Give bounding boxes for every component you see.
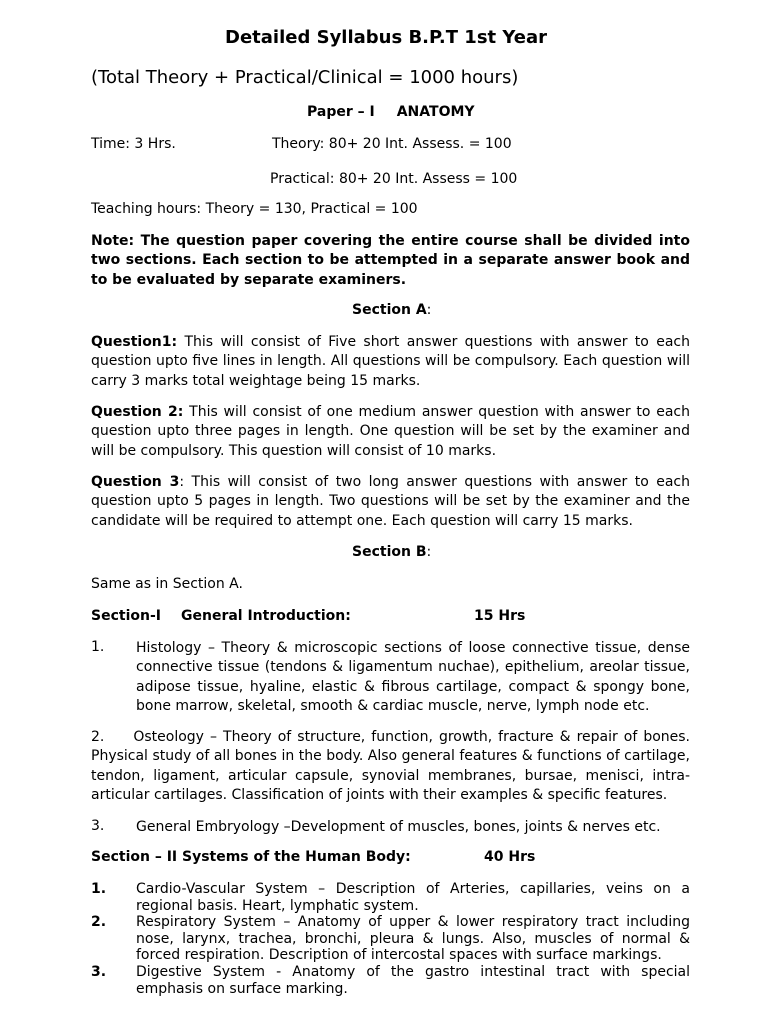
item-number: 1.: [91, 881, 107, 897]
paper-heading: [307, 104, 475, 120]
item-number: 1.: [91, 639, 105, 655]
question-3: [91, 473, 690, 531]
question-text: : This will consist of two long answer questions with answer to each question upto 5 pages in length. Two questions will be set by the examiner and the candidate will be required to attempt one. Each question will carry 15 marks.: [91, 474, 690, 529]
paper-subject: ANATOMY: [396, 104, 475, 120]
section-a-heading: [352, 302, 431, 318]
section-b-colon: :: [426, 544, 432, 560]
question-text: This will consist of Five short answer questions with answer to each question upto five lines in length. All questions will be compulsory. Each question will carry 3 marks total weightage being 15 marks.: [91, 334, 690, 389]
question-1: [91, 333, 690, 391]
same-as-note: Same as in Section A.: [91, 576, 243, 592]
exam-time: Time: 3 Hrs.: [91, 136, 176, 152]
item-text: Digestive System - Anatomy of the gastro intestinal tract with special emphasis on surface marking.: [136, 964, 690, 997]
question-2: [91, 403, 690, 461]
document-subtitle: (Total Theory + Practical/Clinical = 1000 hours): [91, 67, 519, 88]
item-number: 3.: [91, 818, 105, 834]
question-label: Question1:: [91, 334, 178, 350]
question-label: Question 3: [91, 474, 180, 490]
item-text: Cardio-Vascular System – Description of Arteries, capillaries, veins on a regional basis. Heart, lymphatic system.: [136, 881, 690, 914]
item-text: Respiratory System – Anatomy of upper & lower respiratory tract including nose, larynx, trachea, bronchi, pleura & lungs. Also, muscles of normal & forced respiration. Description of intercostal spaces with surface markings.: [136, 914, 690, 964]
theory-marks: Theory: 80+ 20 Int. Assess. = 100: [272, 136, 512, 152]
paper-label: Paper – I: [307, 104, 375, 120]
exam-note: Note: The question paper covering the entire course shall be divided into two sections. Each section to be attempted in a separate answer book and to be evaluated by separate examiners.: [91, 233, 690, 288]
section-1-item: [91, 728, 690, 805]
teaching-hours: Teaching hours: Theory = 130, Practical = 100: [91, 201, 418, 217]
practical-marks: Practical: 80+ 20 Int. Assess = 100: [270, 171, 518, 187]
item-number: 3.: [91, 964, 107, 980]
section-2-label: Section – II Systems of the Human Body:: [91, 849, 411, 865]
section-b-label: Section B: [352, 544, 427, 560]
question-label: Question 2:: [91, 404, 184, 420]
item-text: Histology – Theory & microscopic sections of loose connective tissue, dense connective tissue (tendons & ligamentum nuchae), epithelium, areolar tissue, adipose tissue, hyaline, elastic & fibrous cartilage, compact & spongy bone, bone marrow, skeletal, smooth & cardiac muscle, nerve, lymph node etc.: [136, 640, 690, 714]
item-number: 2.: [91, 914, 107, 930]
document-title: Detailed Syllabus B.P.T 1st Year: [225, 27, 548, 48]
section-2-hours: 40 Hrs: [484, 849, 536, 865]
item-text: General Embryology –Development of muscles, bones, joints & nerves etc.: [136, 819, 661, 835]
section-1-label: Section-I: [91, 608, 161, 624]
question-text: This will consist of one medium answer question with answer to each question upto three pages in length. One question will be set by the examiner and will be compulsory. This question will consist of 10 marks.: [91, 404, 690, 459]
section-b-heading: [352, 544, 431, 560]
section-a-colon: :: [426, 302, 432, 318]
item-number: 2.: [91, 729, 105, 745]
section-1-title: General Introduction:: [181, 608, 351, 624]
section-1-hours: 15 Hrs: [474, 608, 526, 624]
section-a-label: Section A: [352, 302, 427, 318]
item-text: Osteology – Theory of structure, function, growth, fracture & repair of bones. Physical study of all bones in the body. Also general features & functions of cartilage, tendon, ligament, articular capsule, synovial membranes, bursae, menisci, intra-articular cartilages. Classification of joints with their examples & specific features.: [91, 729, 690, 803]
